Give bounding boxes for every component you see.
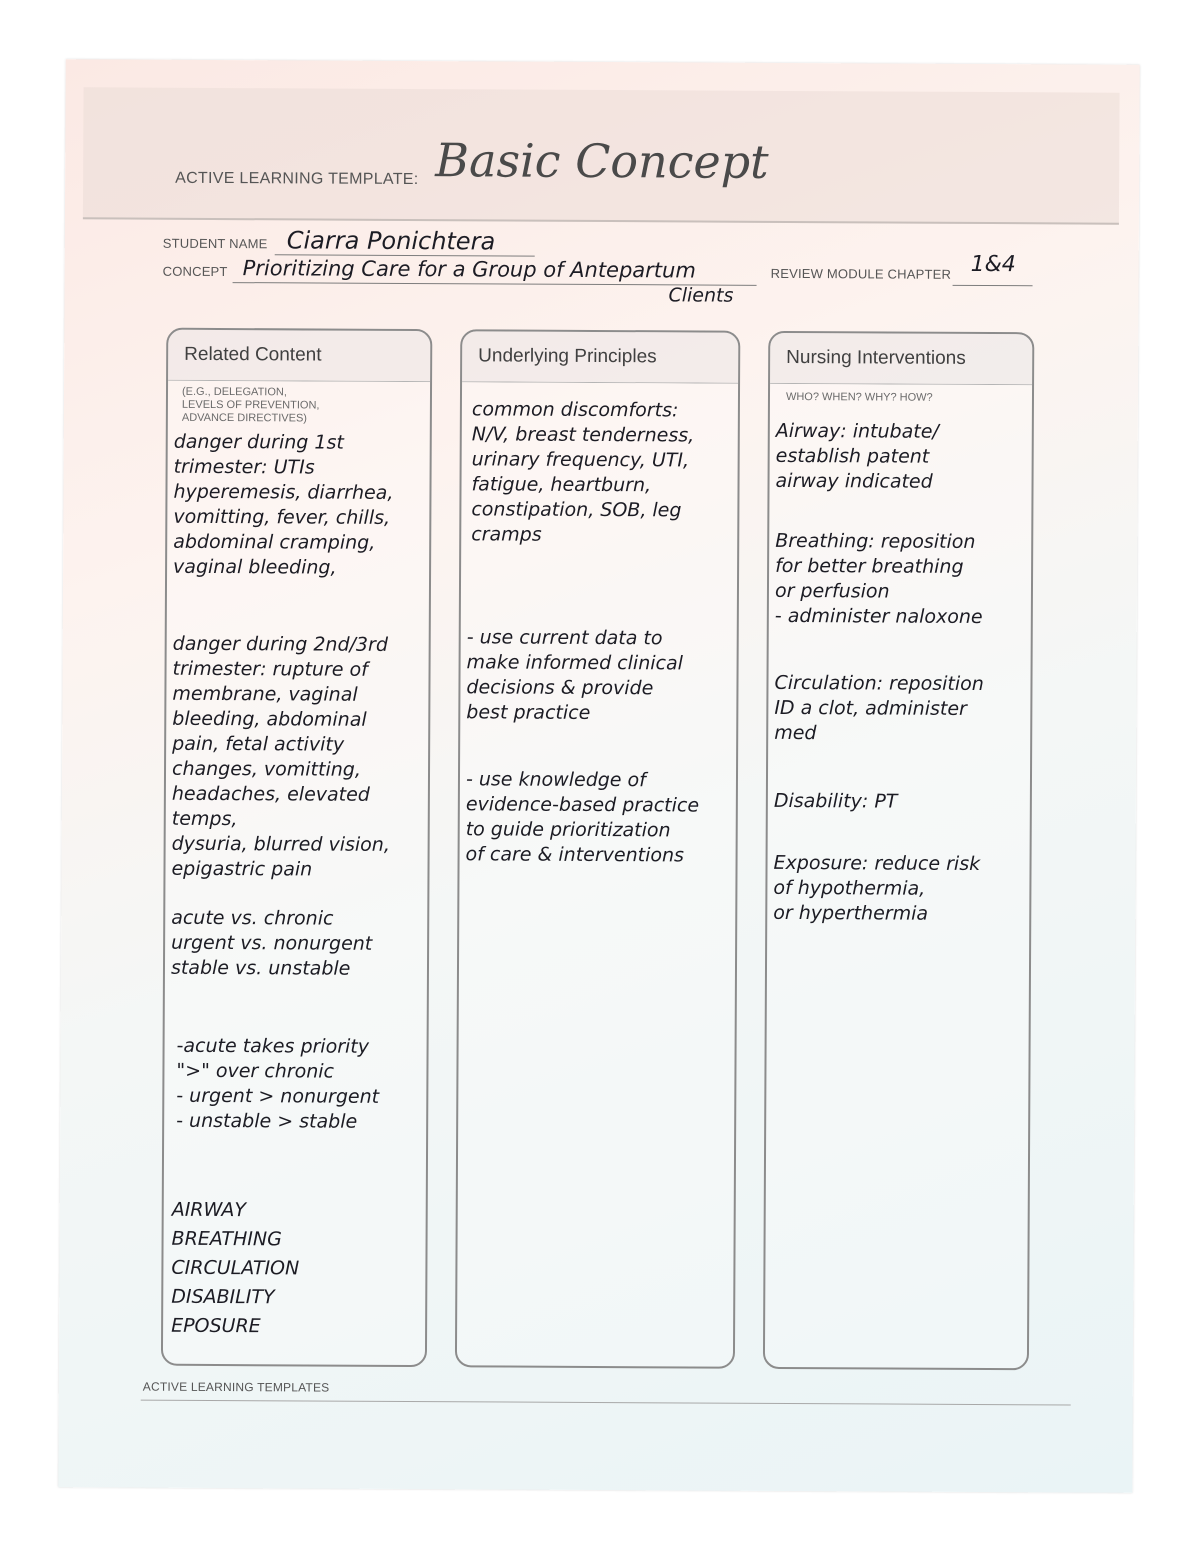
underlying-principles-title: Underlying Principles [478, 345, 657, 368]
template-label: ACTIVE LEARNING TEMPLATE: [175, 169, 419, 189]
intervention-note-circulation: Circulation: reposition ID a clot, administer med [774, 671, 984, 745]
related-content-column [161, 328, 432, 1367]
nursing-interventions-column [763, 331, 1034, 1370]
concept-label: CONCEPT [162, 263, 228, 280]
student-name-value: Ciarra Ponichtera [286, 226, 496, 256]
worksheet-page [58, 59, 1139, 1493]
related-note-first-trimester: danger during 1st trimester: UTIs hyperemesis, diarrhea, vomitting, fever, chills, abdominal cramping, vaginal bleeding, [173, 430, 394, 579]
concept-value-line2: Clients [668, 284, 734, 307]
underlying-principles-header [462, 331, 738, 383]
template-title: Basic Concept [435, 133, 769, 189]
underlying-principles-column [455, 329, 740, 1368]
related-content-subtitle: (E.G., DELEGATION, LEVELS OF PREVENTION, ADVANCE DIRECTIVES) [181, 385, 320, 425]
intervention-note-breathing: Breathing: reposition for better breathing or perfusion - administer naloxone [774, 529, 983, 629]
footer-line [141, 1400, 1071, 1406]
student-name-label: STUDENT NAME [162, 235, 268, 252]
nursing-interventions-title: Nursing Interventions [786, 346, 966, 369]
footer-label: ACTIVE LEARNING TEMPLATES [142, 1379, 330, 1395]
related-note-comparisons: acute vs. chronic urgent vs. nonurgent stable vs. unstable [170, 906, 373, 980]
review-module-value: 1&4 [970, 251, 1016, 278]
related-note-second-third-trimester: danger during 2nd/3rd trimester: rupture of membrane, vaginal bleeding, abdominal pain, fetal activity changes, vomitting, headaches, elevated temps, dysuria, blurred vision, epigastric pain [171, 632, 390, 881]
review-module-line [953, 285, 1033, 286]
review-module-label: REVIEW MODULE CHAPTER [770, 265, 952, 282]
related-note-priorities: -acute takes priority ">" over chronic - urgent > nonurgent - unstable > stable [176, 1034, 380, 1133]
principles-note-current-data: - use current data to make informed clinical decisions & provide best practice [466, 626, 683, 724]
intervention-note-airway: Airway: intubate/ establish patent airway indicated [775, 419, 939, 493]
related-content-title: Related Content [184, 343, 322, 366]
related-content-header [168, 330, 430, 382]
intervention-note-exposure: Exposure: reduce risk of hypothermia, or hyperthermia [773, 851, 981, 925]
principles-note-discomforts: common discomforts: N/V, breast tenderness, urinary frequency, UTI, fatigue, heartburn, constipation, SOB, leg cramps [471, 398, 695, 546]
principles-note-evidence-based: - use knowledge of evidence-based practice to guide prioritization of care & interventions [465, 768, 700, 867]
nursing-interventions-subtitle: WHO? WHEN? WHY? HOW? [785, 390, 933, 404]
nursing-interventions-header [770, 333, 1032, 385]
intervention-note-disability: Disability: PT [773, 789, 898, 813]
related-note-abcde: AIRWAY BREATHING CIRCULATION DISABILITY EPOSURE [171, 1198, 300, 1338]
concept-value-line1: Prioritizing Care for a Group of Antepartum [242, 256, 696, 283]
